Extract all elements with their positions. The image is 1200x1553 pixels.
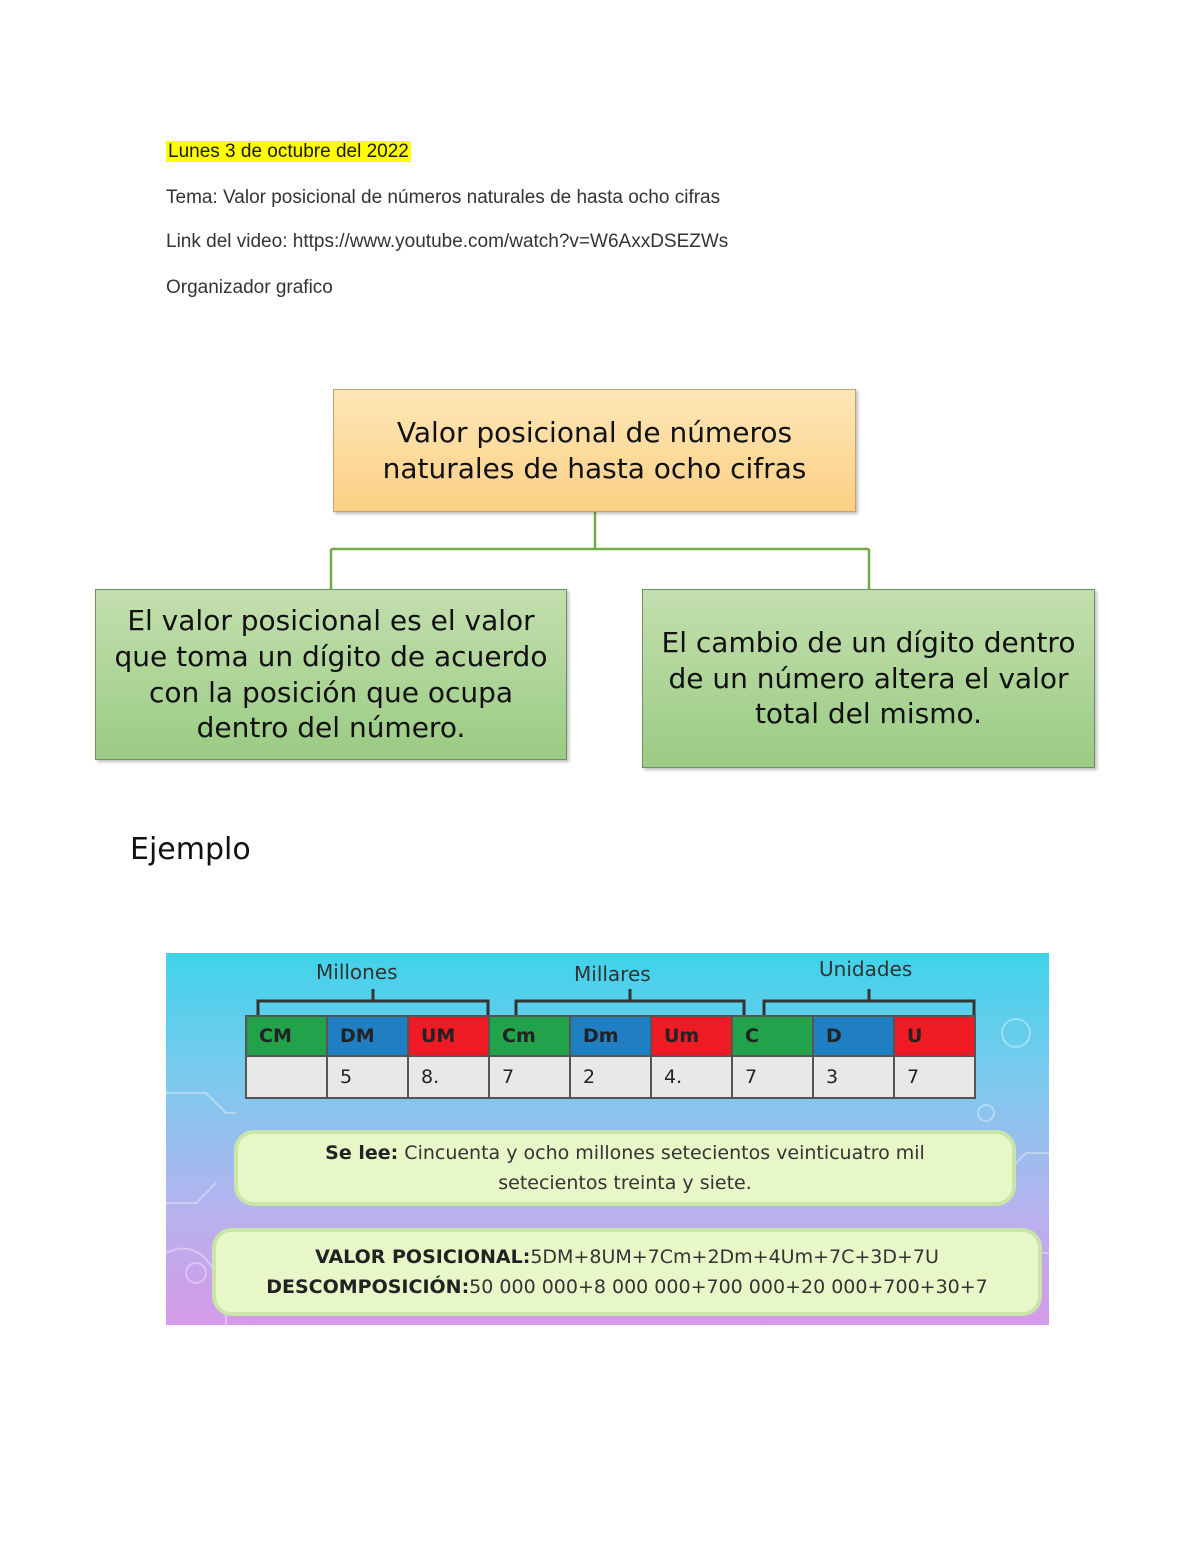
se-lee-label: Se lee: <box>325 1142 399 1164</box>
se-lee-text: Cincuenta y ocho millones setecientos veinticuatro mil <box>404 1142 925 1164</box>
header-cell: D <box>813 1016 894 1056</box>
date-highlight: Lunes 3 de octubre del 2022 <box>168 141 409 162</box>
value-cell: 5 <box>327 1056 408 1098</box>
right-box-line: El cambio de un dígito dentro <box>661 625 1076 659</box>
header-cell: Dm <box>570 1016 651 1056</box>
decomposition-box <box>212 1228 1042 1316</box>
value-row <box>246 1056 975 1098</box>
organizer-right-box <box>642 589 1095 768</box>
left-box-line: El valor posicional es el valor <box>127 603 535 637</box>
value-cell: 4. <box>651 1056 732 1098</box>
se-lee-text-2: setecientos treinta y siete. <box>498 1172 752 1194</box>
left-box-line: con la posición que ocupa <box>148 675 514 709</box>
header-cell: Cm <box>489 1016 570 1056</box>
place-value-table <box>245 1015 976 1099</box>
organizer-left-box <box>95 589 567 760</box>
organizer-label: Organizador grafico <box>166 277 333 298</box>
header-row <box>246 1016 975 1056</box>
video-link[interactable]: Link del video: https://www.youtube.com/watch?v=W6AxxDSEZWs <box>166 231 729 252</box>
left-box-line: que toma un dígito de acuerdo <box>114 639 548 673</box>
reading-box <box>234 1130 1016 1206</box>
group-label-unidades: Unidades <box>819 957 913 981</box>
example-image <box>166 953 1049 1325</box>
value-cell: 7 <box>732 1056 813 1098</box>
value-cell <box>246 1056 327 1098</box>
left-box-line: dentro del número. <box>196 711 466 745</box>
value-cell: 7 <box>894 1056 975 1098</box>
group-label-millones: Millones <box>316 960 398 984</box>
right-box-line: de un número altera el valor <box>668 661 1069 695</box>
header-cell: CM <box>246 1016 327 1056</box>
group-label-millares: Millares <box>574 962 651 986</box>
header-cell: U <box>894 1016 975 1056</box>
header-cell: C <box>732 1016 813 1056</box>
value-cell: 7 <box>489 1056 570 1098</box>
header-cell: Um <box>651 1016 732 1056</box>
header-cell: UM <box>408 1016 489 1056</box>
example-heading: Ejemplo <box>130 832 251 867</box>
value-cell: 3 <box>813 1056 894 1098</box>
valor-text: 5DM+8UM+7Cm+2Dm+4Um+7C+3D+7U <box>530 1246 939 1268</box>
main-box-line: Valor posicional de números <box>396 415 793 449</box>
main-box-line: naturales de hasta ocho cifras <box>382 451 807 485</box>
valor-label: VALOR POSICIONAL: <box>315 1246 531 1268</box>
organizer-main-box <box>333 389 856 512</box>
right-box-line: total del mismo. <box>754 697 983 731</box>
value-cell: 8. <box>408 1056 489 1098</box>
topic-line: Tema: Valor posicional de números naturales de hasta ocho cifras <box>166 187 721 208</box>
descomp-text: 50 000 000+8 000 000+700 000+20 000+700+30+7 <box>469 1276 988 1298</box>
value-cell: 2 <box>570 1056 651 1098</box>
descomp-label: DESCOMPOSICIÓN: <box>266 1276 470 1298</box>
header-cell: DM <box>327 1016 408 1056</box>
